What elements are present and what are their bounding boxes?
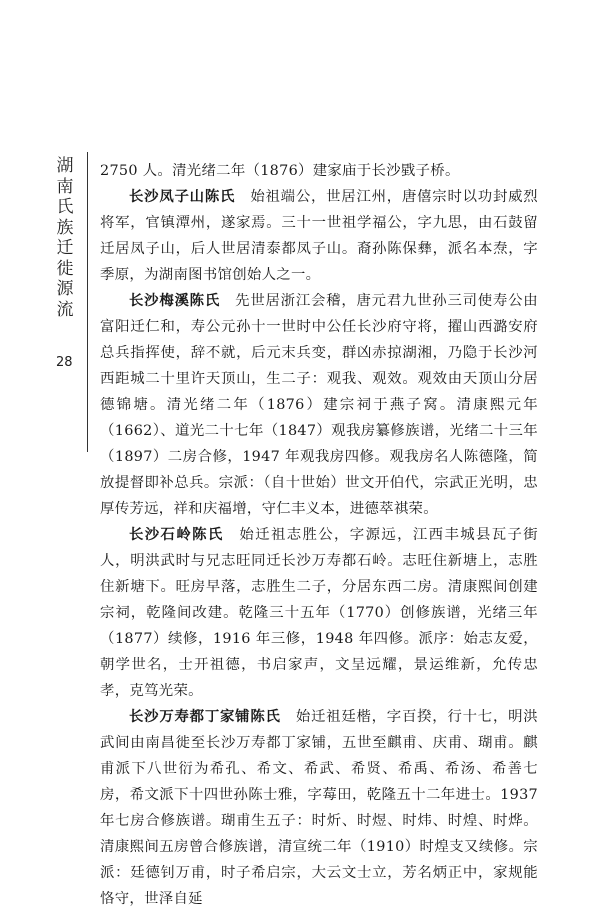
paragraph-3 xyxy=(100,522,538,704)
running-title: 湖南氏族迁徙源流 xyxy=(56,156,74,320)
page-number: 28 xyxy=(56,355,73,370)
paragraph-4 xyxy=(100,704,538,912)
margin-rule xyxy=(87,152,88,452)
clan-heading: 长沙凤子山陈氏 xyxy=(129,189,236,205)
paragraph-1 xyxy=(100,184,538,288)
body-text xyxy=(100,158,538,912)
clan-heading: 长沙万寿都丁家铺陈氏 xyxy=(129,709,281,725)
paragraph-text: 始祖端公，世居江州，唐僖宗时以功封威烈将军，官镇潭州，遂家焉。三十一世祖学福公，字九思，由石鼓留迁居凤子山，后人世居清泰都凤子山。裔孙陈保彝，派名本焘，字季原，为湖南图书馆创始人之一。 xyxy=(100,189,538,283)
paragraph-text: 2750 人。清光绪二年（1876）建家庙于长沙戥子桥。 xyxy=(100,163,460,179)
paragraph-text: 先世居浙江会稽，唐元君九世孙三司使寿公由富阳迁仁和，寿公元孙十一世时中公任长沙府守将，擢山西潞安府总兵指挥使，辞不就，后元末兵变，群凶赤掠湖湘，乃隐于长沙河西距城二十里许天顶山，生二子：观我、观效。观效由天顶山分居德锦塘。清光绪二年（1876）建宗祠于燕子窝。清康熙元年（1662）、道光二十七年（1847）观我房纂修族谱，光绪二十三年（1897）二房合修，1947 年观我房四修。观我房名人陈德隆，简放提督即补总兵。宗派：（自十世始）世文开伯代，宗武正光明，忠厚传芳远，祥和庆福增，守仁丰义本，进德萃祺荣。 xyxy=(100,293,538,517)
paragraph-text: 始迁祖志胜公，字源远，江西丰城县瓦子街人，明洪武时与兄志旺同迁长沙万寿都石岭。志旺住新塘上，志胜住新塘下。旺房早落，志胜生二子，分居东西二房。清康熙间创建宗祠，乾隆间改建。乾隆三十五年（1770）创修族谱，光绪三年（1877）续修，1916 年三修，1948 年四修。派序：始志友爱，朝学世名，士开祖德，书启家声，文呈远耀，景运维新，允传忠孝，克笃光荣。 xyxy=(100,527,538,699)
clan-heading: 长沙梅溪陈氏 xyxy=(129,293,220,309)
paragraph-2 xyxy=(100,288,538,522)
paragraph-text: 始迁祖廷楷，字百揆，行十七，明洪武间由南昌徙至长沙万寿都丁家铺，五世至麒甫、庆甫、瑚甫。麒甫派下八世衍为希孔、希文、希武、希贤、希禹、希汤、希善七房，希文派下十四世孙陈士雅，字莓田，乾隆五十二年进士。1937 年七房合修族谱。瑚甫生五子：时炘、时煜、时炜、时煌、时烨。清康熙间五房曾合修族谱，清宣统二年（1910）时煌支又续修。宗派：廷德钊万甫，时子希启宗，大云文士立，芳名炳正中，家规能恪守，世泽自延 xyxy=(100,709,538,907)
paragraph-0 xyxy=(100,158,538,184)
clan-heading: 长沙石岭陈氏 xyxy=(129,527,224,543)
